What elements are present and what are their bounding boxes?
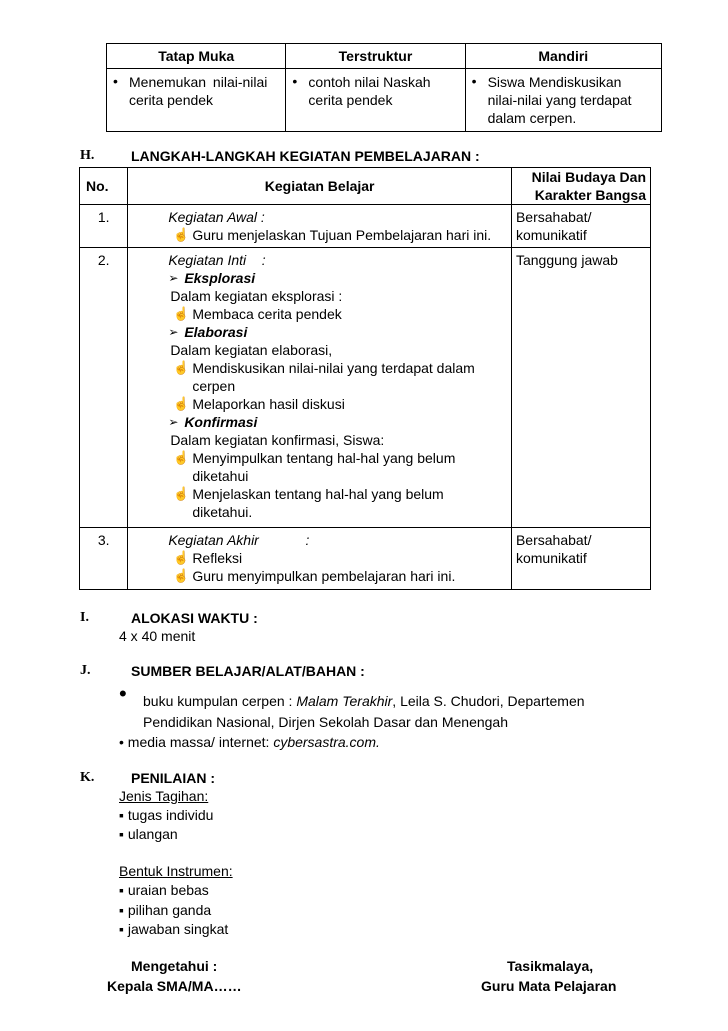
signature-left-line1: Mengetahui :: [131, 958, 218, 974]
cell-tatap-muka: • Menemukan nilai-nilai cerita pendek: [107, 69, 286, 132]
pointing-hand-icon: ☝: [173, 550, 190, 565]
bullet-icon: •: [119, 681, 127, 706]
source-item-2: • media massa/ internet: cybersastra.com.: [119, 734, 380, 750]
list-item: ▪ tugas individu: [119, 807, 214, 823]
signature-right-line1: Tasikmalaya,: [507, 958, 594, 974]
signature-left-line2: Kepala SMA/MA……: [107, 978, 242, 994]
section-h-letter: H.: [80, 148, 95, 163]
list-item: ▪ jawaban singkat: [119, 921, 229, 937]
arrow-icon: ➢: [168, 271, 179, 285]
bullet-icon: •: [471, 73, 477, 89]
pointing-hand-icon: ☝: [173, 306, 190, 321]
section-k-title: PENILAIAN :: [131, 770, 215, 786]
section-i-letter: I.: [80, 610, 89, 625]
arrow-icon: ➢: [168, 415, 179, 429]
square-bullet-icon: ▪: [119, 902, 128, 918]
value-cell: Bersahabat/ komunikatif: [511, 205, 650, 248]
square-bullet-icon: ▪: [119, 807, 128, 823]
header-mandiri: Mandiri: [465, 44, 661, 69]
square-bullet-icon: ▪: [119, 882, 128, 898]
header-no: No.: [80, 168, 128, 205]
list-item: ▪ ulangan: [119, 826, 178, 842]
section-h-title: LANGKAH-LANGKAH KEGIATAN PEMBELAJARAN :: [131, 148, 480, 164]
section-i-title: ALOKASI WAKTU :: [131, 610, 258, 626]
section-j-title: SUMBER BELAJAR/ALAT/BAHAN :: [131, 663, 365, 679]
signature-right-line2: Guru Mata Pelajaran: [481, 978, 617, 994]
arrow-icon: ➢: [168, 325, 179, 339]
bullet-icon: •: [113, 73, 118, 89]
row-no: 3.: [80, 528, 128, 590]
cell-terstruktur: • contoh nilai Naskah cerita pendek: [286, 69, 465, 132]
activity-cell: Kegiatan Akhir : ☝ Refleksi ☝ Guru menyimpulkan pembelajaran hari ini.: [128, 528, 512, 590]
bullet-icon: •: [292, 73, 298, 89]
activities-table: [79, 167, 651, 590]
square-bullet-icon: ▪: [119, 921, 128, 937]
pointing-hand-icon: ☝: [173, 450, 190, 465]
pointing-hand-icon: ☝: [173, 360, 190, 375]
value-cell: Tanggung jawab: [511, 248, 650, 528]
pointing-hand-icon: ☝: [173, 396, 190, 411]
header-tatap-muka: Tatap Muka: [107, 44, 286, 69]
jenis-tagihan-label: Jenis Tagihan:: [119, 788, 209, 804]
row-no: 2.: [80, 248, 128, 528]
bentuk-instrumen-label: Bentuk Instrumen:: [119, 863, 233, 879]
value-cell: Bersahabat/ komunikatif: [511, 528, 650, 590]
section-k-letter: K.: [80, 770, 95, 785]
source-item-1: buku kumpulan cerpen : Malam Terakhir, Leila S. Chudori, Departemen: [143, 693, 585, 709]
header-terstruktur: Terstruktur: [286, 44, 465, 69]
activity-title: Kegiatan Akhir :: [168, 532, 310, 548]
activity-cell: Kegiatan Awal : ☝ Guru menjelaskan Tujuan Pembelajaran hari ini.: [128, 205, 512, 248]
pointing-hand-icon: ☝: [173, 486, 190, 501]
activity-cell: Kegiatan Inti : ➢ Eksplorasi Dalam kegiatan eksplorasi : ☝ Membaca cerita pendek ➢ Elaborasi Dalam kegiatan elaborasi, ☝ Mendiskusikan nilai-nilai yang terdapat dalam cerpen ☝ Melaporkan hasil diskusi ➢ Konfirmasi Dalam kegiatan konfirmasi, Siswa: ☝ Menyimpulkan tentang hal-hal yang belum diketahui ☝ Menjelaskan tentang hal-hal yang belum diketahui.: [128, 248, 512, 528]
row-no: 1.: [80, 205, 128, 248]
time-allocation: 4 x 40 menit: [119, 628, 196, 644]
list-item: ▪ uraian bebas: [119, 882, 209, 898]
cell-mandiri: • Siswa Mendiskusikan nilai-nilai yang terdapat dalam cerpen.: [465, 69, 661, 132]
source-item-1-line2: Pendidikan Nasional, Dirjen Sekolah Dasar dan Menengah: [143, 714, 509, 730]
list-item: ▪ pilihan ganda: [119, 902, 212, 918]
pointing-hand-icon: ☝: [173, 568, 190, 583]
method-table: [106, 43, 662, 132]
pointing-hand-icon: ☝: [173, 227, 190, 242]
bullet-icon: •: [119, 734, 128, 750]
activity-title: Kegiatan Inti :: [168, 252, 266, 268]
header-nilai: Nilai Budaya Dan Karakter Bangsa: [511, 168, 650, 205]
activity-title: Kegiatan Awal :: [168, 209, 265, 225]
section-j-letter: J.: [80, 663, 91, 678]
square-bullet-icon: ▪: [119, 826, 128, 842]
header-kegiatan: Kegiatan Belajar: [128, 168, 512, 205]
